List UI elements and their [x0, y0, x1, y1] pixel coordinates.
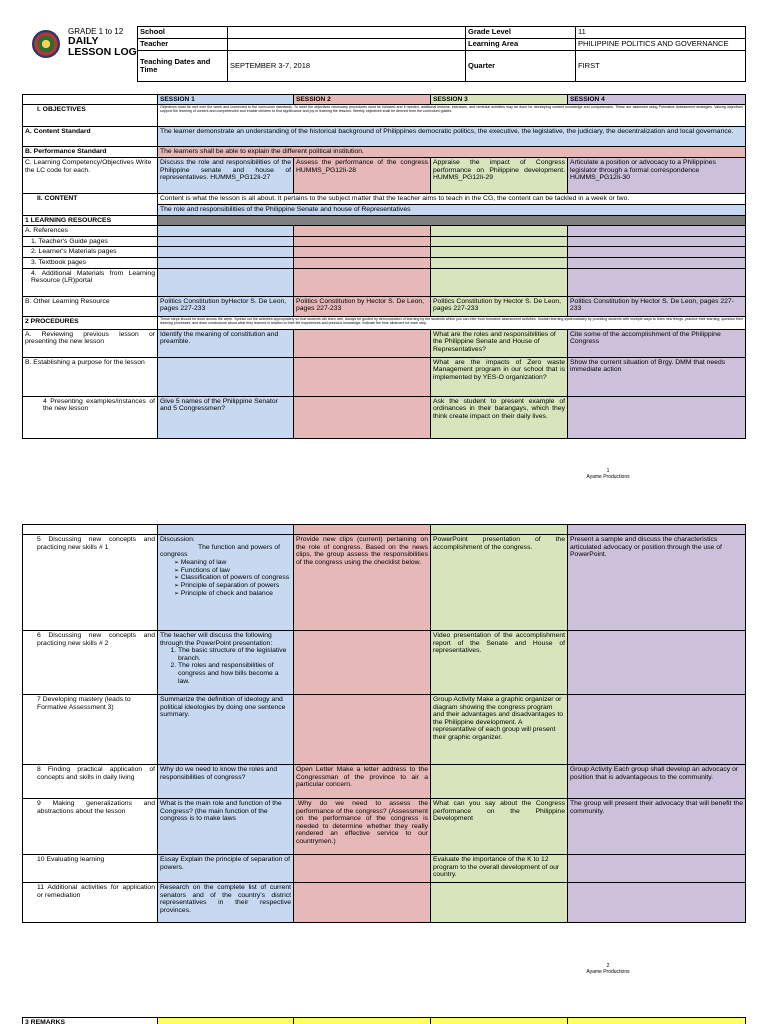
discussing-1-s3: PowerPoint presentation of the accomplishment of the congress.	[431, 535, 568, 631]
ref-s4	[568, 226, 746, 237]
evaluating-s2	[294, 855, 431, 883]
p2-corner	[23, 525, 158, 535]
am-s4	[568, 268, 746, 296]
page-3	[22, 1017, 746, 1024]
content-topic: The role and responsibilities of the Philippine Senate and house of Representatives	[158, 204, 746, 215]
dates-label: Teaching Dates and Time	[138, 51, 228, 82]
reviewing-s2	[294, 329, 431, 357]
application-s4: Group Activity Each group shall develop an advocacy or position that is advantageous to the community.	[568, 765, 746, 799]
quarter-value: FIRST	[576, 51, 746, 82]
other-resource-s4: Politics Constitution by Hector S. De Leon, pages 227-233	[568, 296, 746, 316]
application-s3	[431, 765, 568, 799]
competency-s2: Assess the performance of the congress HUMMS_PG12Ii-28	[294, 157, 431, 193]
learning-area-label: Learning Area	[466, 39, 576, 51]
purpose-label: B. Establishing a purpose for the lesson	[23, 357, 158, 396]
discussing-2-label: 6 Discussing new concepts and practicing new skills # 2	[23, 631, 158, 695]
mastery-label: 7 Developing mastery (leads to Formative Assessment 3)	[23, 695, 158, 765]
lesson-table-page-1	[22, 94, 746, 439]
other-resource-s2: Politics Constitution by Hector S. De Leon, pages 227-233	[294, 296, 431, 316]
learning-resources-label: 1 LEARNING RESOURCES	[23, 215, 158, 226]
purpose-s3: What are the impacts of Zero waste Management program in our school that is implemented by YES-O organization?	[431, 357, 568, 396]
additional-activities-s2	[294, 883, 431, 923]
p2-head-s3	[431, 525, 568, 535]
application-s1: Why do we need to know the roles and responsibilities of congress?	[158, 765, 294, 799]
content-note: Content is what the lesson is all about. It pertains to the subject matter that the teacher aims to teach in the CG, the content can be tackled in a week or two.	[158, 193, 746, 204]
tg-s3	[431, 236, 568, 247]
objectives-note: Objectives must be met over the week and connected to the curriculum standards. To meet the objectives necessary procedures must be followed and if needed, additional lessons, exercises, and remedial activities may be done for developing content knowledge and competencies. These are assessed using Formative Assessment strategies. Valuing objectives support the learning of content and competencies and enable children to find significance and joy in learning the lessons. Weekly objectives shall be derived from the curriculum guides.	[158, 105, 746, 127]
content-standard-text: The learner demonstrate an understanding of the historical background of Philippines democratic politics, the executive, the legislative, the judiciary, the decentralization and local governance.	[158, 127, 746, 147]
discussing-1-s2: Provide new clips (current) pertaining on the role of congress. Based on the news clips, the group assess the responsibilities of the congress using the checklist below.	[294, 535, 431, 631]
generalizations-s3: What can you say about the Congress performance on the Philippine Development	[431, 799, 568, 855]
session-4-header: SESSION 4	[568, 95, 746, 105]
title-lesson-log: LESSON LOG	[68, 46, 137, 59]
reviewing-s4: Cite some of the accomplishment of the Philippine Congress	[568, 329, 746, 357]
p2-head-s4	[568, 525, 746, 535]
additional-activities-s3	[431, 883, 568, 923]
discussing-1-s1	[158, 535, 294, 631]
remarks-s2	[294, 1018, 431, 1024]
header-block	[22, 26, 746, 82]
discussing-1-label: 5 Discussing new concepts and practicing new skills # 1	[23, 535, 158, 631]
lm-s3	[431, 247, 568, 258]
evaluating-s1: Essay Explain the principle of separation of powers.	[158, 855, 294, 883]
evaluating-label: 10 Evaluating learning	[23, 855, 158, 883]
page-1-number: 1	[606, 468, 610, 474]
discussing-2-s4	[568, 631, 746, 695]
purpose-s4: Show the current situation of Brgy. DMM that needs immediate action	[568, 357, 746, 396]
additional-activities-s1: Research on the complete list of current senators and of the country's district representatives in their respective provinces.	[158, 883, 294, 923]
performance-standard-label: B. Performance Standard	[23, 147, 158, 158]
lesson-table-page-2	[22, 524, 746, 923]
tb-s1	[158, 258, 294, 269]
content-label: II. CONTENT	[23, 193, 158, 215]
list-item: ➢ Functions of law	[174, 567, 291, 575]
mastery-s4	[568, 695, 746, 765]
teacher-value	[228, 39, 466, 51]
tg-s4	[568, 236, 746, 247]
corner-cell	[23, 95, 158, 105]
other-resource-s1: Politics Constitution byHector S. De Leon, pages 227-233	[158, 296, 294, 316]
page-2-credit: Ayame Productions	[586, 969, 630, 975]
presenting-s2	[294, 396, 431, 438]
purpose-s2	[294, 357, 431, 396]
reviewing-label: A. Reviewing previous lesson or presenting the new lesson	[23, 329, 158, 357]
discussing-1-s4: Present a sample and discuss the characteristics articulated advocacy or position through the use of PowerPoint.	[568, 535, 746, 631]
learners-materials-label: 2. Learner's Materials pages	[23, 247, 158, 258]
discussion-intro: The function and powers of congress	[160, 543, 280, 559]
page-2-footer	[578, 963, 638, 975]
am-s3	[431, 268, 568, 296]
remarks-s1	[158, 1018, 294, 1024]
session-3-header: SESSION 3	[431, 95, 568, 105]
grade-level-value: 11	[576, 27, 746, 39]
list-item: ➢ Meaning of law	[174, 559, 291, 567]
page-2	[22, 524, 746, 923]
content-standard-label: A. Content Standard	[23, 127, 158, 147]
remarks-s3	[431, 1018, 568, 1024]
p2-head-s1	[158, 525, 294, 535]
presenting-label: 4 Presenting examples/instances of the new lesson	[23, 396, 158, 438]
additional-activities-s4	[568, 883, 746, 923]
competency-s1: Discuss the role and responsibilities of the Philippine senate and house of representatives. HUMMS_PG12Ii-27	[158, 157, 294, 193]
competency-s4: Articulate a position or advocacy to a Philippines legislator through a formal correspondence HUMMS_PG12Ii-30	[568, 157, 746, 193]
p2-head-s2	[294, 525, 431, 535]
discussing-2-s1	[158, 631, 294, 695]
teachers-guide-label: 1. Teacher's Guide pages	[23, 236, 158, 247]
lesson-table-page-3	[22, 1017, 746, 1024]
discussion-topic-list	[174, 559, 291, 598]
objectives-label: I. OBJECTIVES	[23, 105, 158, 127]
additional-materials-label: 4. Additional Materials from Learning Resource (LR)portal	[23, 268, 158, 296]
list-item: 2. The roles and responsibilities of congress and how bills become a law.	[178, 662, 291, 685]
learning-area-value: PHILIPPINE POLITICS AND GOVERNANCE	[576, 39, 746, 51]
discussing-2-s2	[294, 631, 431, 695]
list-item: ➢ Principle of separation of powers	[174, 582, 291, 590]
page-1-footer	[578, 468, 638, 480]
session-2-header: SESSION 2	[294, 95, 431, 105]
tg-s1	[158, 236, 294, 247]
grade-level-label: Grade Level	[466, 27, 576, 39]
learning-resources-bar	[158, 215, 746, 226]
other-resource-s3: Politics Constitution by Hector S. De Leon, pages 227-233	[431, 296, 568, 316]
generalizations-label: 9 Making generalizations and abstractions about the lesson	[23, 799, 158, 855]
discussion-heading: Discussion:	[160, 536, 195, 543]
header-table	[137, 26, 746, 82]
procedures-label: 2 PROCEDURES	[23, 316, 158, 329]
tb-s3	[431, 258, 568, 269]
purpose-s1	[158, 357, 294, 396]
tg-s2	[294, 236, 431, 247]
discussing-2-s3: Video presentation of the accomplishment report of the Senate and House of representatives.	[431, 631, 568, 695]
page-1	[22, 94, 746, 439]
tb-s4	[568, 258, 746, 269]
dates-value: SEPTEMBER 3-7, 2018	[228, 51, 466, 82]
ref-s1	[158, 226, 294, 237]
title-daily: DAILY	[68, 35, 99, 48]
powerpoint-intro: The teacher will discuss the following through the PowerPoint presentation:	[160, 632, 273, 647]
presenting-s4	[568, 396, 746, 438]
school-label: School	[138, 27, 228, 39]
school-value	[228, 27, 466, 39]
generalizations-s2: .Why do we need to assess the performance of the congress? (Assessment on the performance of the congress is needed to determine whether they really rendered an effective service to our countrymen.)	[294, 799, 431, 855]
generalizations-s4: The group will present their advocacy that will benefit the community.	[568, 799, 746, 855]
performance-standard-text: The learners shall be able to explain the different political institution.	[158, 147, 746, 158]
tb-s2	[294, 258, 431, 269]
list-item: ➢ Classification of powers of congress	[174, 574, 291, 582]
teacher-label: Teacher	[138, 39, 228, 51]
list-item: ➢ Principle of check and balance	[174, 590, 291, 598]
quarter-label: Quarter	[466, 51, 576, 82]
other-resource-label: B. Other Learning Resource	[23, 296, 158, 316]
textbook-label: 3. Textbook pages	[23, 258, 158, 269]
page-1-credit: Ayame Productions	[586, 474, 630, 480]
evaluating-s4	[568, 855, 746, 883]
references-label: A. References	[23, 226, 158, 237]
competency-s3: Appraise the impact of Congress performance on Philippine development. HUMMS_PG12Ii-29	[431, 157, 568, 193]
log-title	[68, 28, 137, 58]
page-2-number: 2	[606, 963, 610, 969]
generalizations-s1: What is the main role and function of the Congress? (the main function of the congress is to make laws	[158, 799, 294, 855]
mastery-s1: Summarize the definition of ideology and political ideologies by doing one sentence summary.	[158, 695, 294, 765]
mastery-s2	[294, 695, 431, 765]
ref-s2	[294, 226, 431, 237]
application-s2: Open Letter Make a letter address to the Congressman of the province to air a particular concern.	[294, 765, 431, 799]
presenting-s1: Give 5 names of the Philippine Senator and 5 Congressmen?	[158, 396, 294, 438]
list-item: 1. The basic structure of the legislative branch.	[178, 647, 291, 662]
ref-s3	[431, 226, 568, 237]
am-s2	[294, 268, 431, 296]
application-label: 8 Finding practical application of concepts and skills in daily living	[23, 765, 158, 799]
lm-s4	[568, 247, 746, 258]
remarks-s4	[568, 1018, 746, 1024]
reviewing-s1: Identify the meaning of constitution and preamble.	[158, 329, 294, 357]
am-s1	[158, 268, 294, 296]
session-1-header: SESSION 1	[158, 95, 294, 105]
lm-s1	[158, 247, 294, 258]
additional-activities-label: 11 Additional activities for application or remediation	[23, 883, 158, 923]
presenting-s3: Ask the student to present example of ordinances in their barangays, which they think create impact on their daily lives.	[431, 396, 568, 438]
mastery-s3: Group Activity Make a graphic organizer or diagram showing the congress program and their advantages and disadvantages to the Philippine development. A representative of each group will present their graphic organizer.	[431, 695, 568, 765]
remarks-label: 3 REMARKS	[23, 1018, 158, 1024]
lm-s2	[294, 247, 431, 258]
deped-seal-icon	[32, 30, 60, 58]
competency-label: C. Learning Competency/Objectives Write the LC code for each.	[23, 157, 158, 193]
procedures-note: These steps should be done across the week. Spread out the activities appropriately so that students will learn well. Always be guided by demonstration of learning by the students which you can infer from formative assessment activities. Sustain learning systematically by providing students with multiple ways to learn new things, practice their learning, question their learning processes, and draw conclusions about what they learned in relation to their life experiences and previous knowledge. Indicate the time allotment for each step.	[158, 316, 746, 329]
powerpoint-topic-list	[178, 647, 291, 685]
evaluating-s3: Evaluate the importance of the K to 12 program to the overall development of our country.	[431, 855, 568, 883]
reviewing-s3: What are the roles and responsibilities of the Philippine Senate and House of Representatives?	[431, 329, 568, 357]
grade-range: GRADE 1 to 12	[68, 27, 124, 36]
